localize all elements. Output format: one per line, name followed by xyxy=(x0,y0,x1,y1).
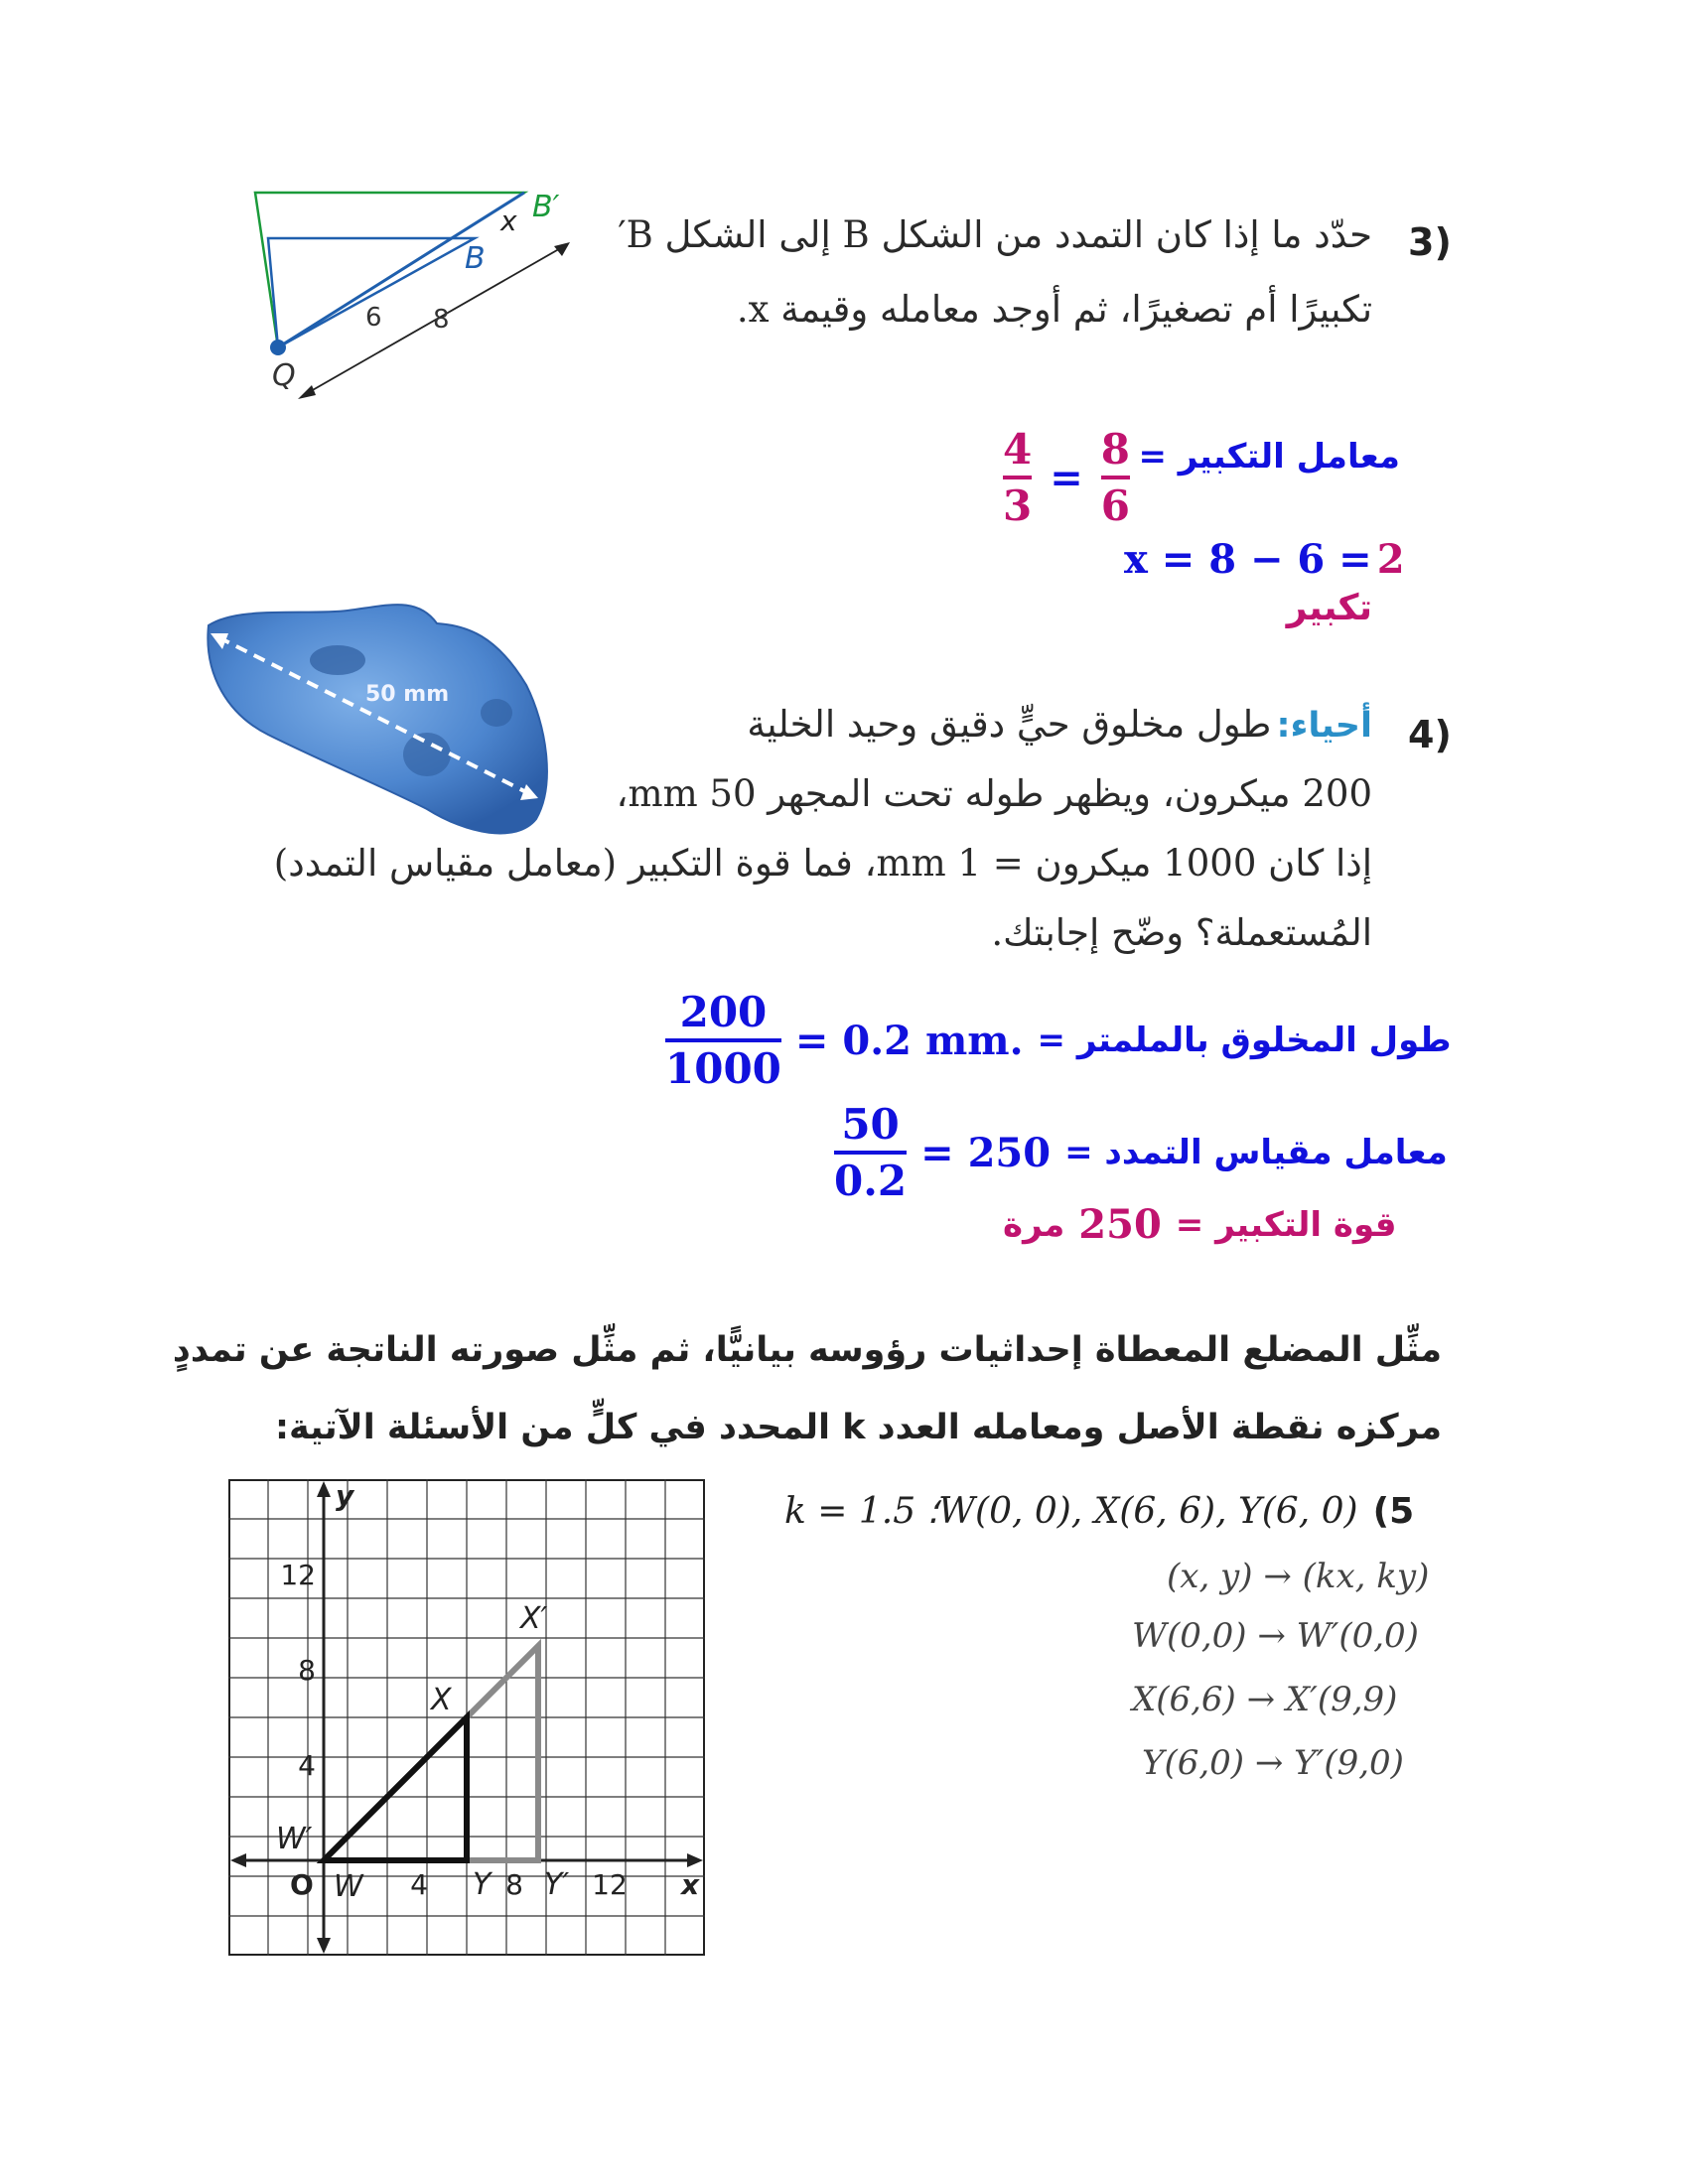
power-label: قوة التكبير = xyxy=(1175,1204,1397,1245)
fraction-8-6 xyxy=(1101,425,1130,530)
problem-3-line-2: تكبيرًا أم تصغيرًا، ثم أوجد معامله وقيمة x. xyxy=(736,288,1372,331)
x-tick-label: 8 xyxy=(505,1868,523,1901)
map-y: Y(6,0) → Y′(9,0) xyxy=(1142,1743,1404,1783)
point-label-original: X xyxy=(431,1683,452,1717)
x-axis-label: x xyxy=(681,1868,700,1901)
problem-3-number: 3) xyxy=(1408,220,1452,264)
frac-num: 8 xyxy=(1100,425,1130,474)
frac-den: 6 xyxy=(1100,481,1130,530)
problem-4-line-2: 200 ميكرون، ويظهر طوله تحت المجهر 50 mm، xyxy=(616,772,1372,815)
frac-den: 3 xyxy=(1003,481,1033,530)
label-q: Q xyxy=(272,358,296,393)
frac-den: 0.2 xyxy=(834,1157,908,1205)
label-x: x xyxy=(500,205,517,237)
section-instruction-line-1: مثِّل المضلع المعطاة إحداثيات رؤوسه بيانيًّا، ثم مثِّل صورته الناتجة عن تمددٍ xyxy=(172,1330,1442,1370)
map-x: X(6,6) → X′(9,9) xyxy=(1132,1680,1398,1719)
frac-num: 50 xyxy=(841,1100,900,1149)
power-unit: مرة xyxy=(1003,1204,1065,1245)
length-label: 50 mm xyxy=(365,682,450,707)
y-tick-label: 12 xyxy=(280,1559,316,1591)
problem-4-line-1-wrap xyxy=(747,703,1372,746)
problem-5-statement: k = 1.5 ؛W(0, 0), X(6, 6), Y(6, 0) xyxy=(784,1491,1358,1532)
x-tick-label: 12 xyxy=(592,1868,628,1901)
scale-value: 250 xyxy=(967,1129,1052,1176)
scale-label: معامل مقياس التمدد = xyxy=(1064,1133,1448,1172)
point-label-original: W xyxy=(334,1869,363,1904)
microorganism-image xyxy=(199,596,556,844)
factor-label: معامل التكبير = xyxy=(1138,437,1400,477)
measure-arrowhead-right xyxy=(554,242,570,256)
problem-5-statement-row xyxy=(784,1491,1414,1532)
problem-3-result: تكبير xyxy=(1286,588,1372,628)
frac-num: 4 xyxy=(1003,425,1033,474)
y-axis-label: y xyxy=(336,1479,354,1512)
power-value: 250 xyxy=(1078,1201,1162,1248)
problem-4-line-4: المُستعملة؟ وضّح إجابتك. xyxy=(991,911,1372,954)
coordinate-grid-chart xyxy=(228,1479,705,1956)
y-tick-label: 8 xyxy=(298,1654,316,1687)
length-label: طول المخلوق بالملمتر = xyxy=(1037,1021,1452,1060)
point-label-image: Y′ xyxy=(544,1867,570,1902)
answer-power-row xyxy=(1003,1201,1397,1248)
x-equation-value: 2 xyxy=(1376,536,1405,583)
problem-4-line-3: إذا كان 1000 ميكرون = 1 mm، فما قوة التكبير (معامل مقياس التمدد) xyxy=(273,842,1372,885)
topic-label: أحياء: xyxy=(1276,706,1372,746)
point-label-image: W′ xyxy=(276,1822,313,1856)
cell-vacuole xyxy=(310,645,365,675)
label-b-prime: B′ xyxy=(532,190,560,224)
y-tick-label: 4 xyxy=(298,1749,316,1782)
equals-sign: = xyxy=(1050,454,1083,501)
equals-sign: = xyxy=(794,1017,829,1064)
point-q-dot xyxy=(270,340,286,355)
x-tick-label: 4 xyxy=(410,1868,428,1901)
cell-organelle xyxy=(481,699,512,727)
frac-num: 200 xyxy=(679,988,768,1036)
problem-4-number: 4) xyxy=(1408,713,1452,756)
label-6: 6 xyxy=(365,303,382,333)
map-w: W(0,0) → W′(0,0) xyxy=(1132,1616,1419,1656)
x-equation-left: x = 8 − 6 = xyxy=(1124,536,1372,583)
factor-fractions xyxy=(1003,425,1130,530)
length-value: 0.2 mm. xyxy=(842,1017,1024,1064)
fraction-200-1000 xyxy=(665,988,781,1093)
problem-3-line-1: حدّد ما إذا كان التمدد من الشكل B إلى الشكل B′ xyxy=(618,213,1372,256)
label-b: B xyxy=(465,241,486,276)
equals-sign: = xyxy=(920,1129,954,1176)
fraction-4-3 xyxy=(1003,425,1032,530)
measure-arrowhead-left xyxy=(298,385,316,399)
fraction-50-0.2 xyxy=(834,1100,907,1205)
x-equation xyxy=(1124,536,1405,583)
origin-label: O xyxy=(290,1868,314,1901)
point-label-image: X′ xyxy=(520,1601,548,1636)
problem-4-line-1: طول مخلوق حيٍّ دقيق وحيد الخلية xyxy=(747,703,1272,746)
label-8: 8 xyxy=(433,305,450,335)
cell-nucleus xyxy=(403,733,451,776)
section-instruction-line-2: مركزه نقطة الأصل ومعامله العدد k المحدد في كلٍّ من الأسئلة الآتية: xyxy=(275,1408,1442,1447)
point-label-original: Y xyxy=(473,1867,492,1902)
dilation-rule: (x, y) → (kx, ky) xyxy=(1167,1557,1430,1596)
answer-length-row xyxy=(665,988,1451,1093)
dilation-figure-triangles xyxy=(238,179,596,407)
frac-den: 1000 xyxy=(665,1044,781,1093)
side-line xyxy=(278,193,524,347)
problem-5-number: (5 xyxy=(1372,1491,1415,1532)
answer-scale-row xyxy=(834,1100,1448,1205)
